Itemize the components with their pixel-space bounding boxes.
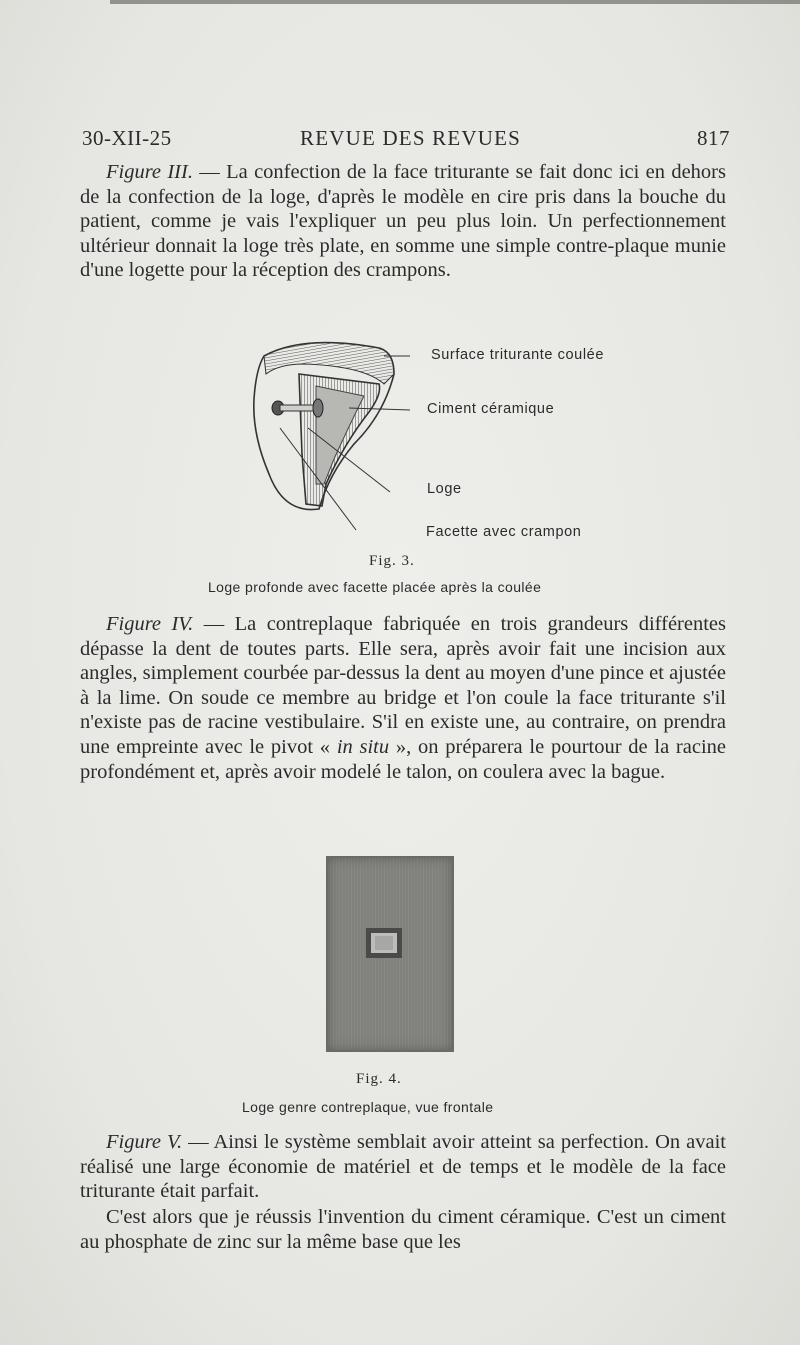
figure-3-drawing [244, 334, 414, 544]
paragraph-figure-iii [80, 160, 726, 283]
paragraph-figure-iv [80, 612, 726, 784]
crampon-base [313, 399, 323, 417]
figure-4-number: Fig. 4. [356, 1071, 402, 1087]
header-journal-title: REVUE DES REVUES [300, 126, 522, 150]
label-ciment-ceramique: Ciment céramique [427, 401, 555, 417]
running-header [82, 126, 730, 154]
label-surface-triturante: Surface triturante coulée [431, 347, 604, 363]
figure-v-label: Figure V. [106, 1131, 183, 1153]
figure-iii-text: — La confection de la face triturante se fait donc ici en dehors de la confection de la loge, d'après le modèle en cire pris dans la bouche du patient, comme je vais l'expliquer un peu plus loin. Un perfectionnement ultérieur donnait la loge très plate, en somme une simple contre-plaque munie d'une logette pour la réception des crampons. [80, 161, 726, 282]
paragraph-ciment-ceramique: C'est alors que je réussis l'invention du ciment céramique. C'est un ciment au phosphate de zinc sur la même base que les [80, 1206, 726, 1253]
header-date: 30-XII-25 [82, 126, 172, 150]
figure-4-photo [326, 856, 454, 1052]
figure-v-text: — Ainsi le système semblait avoir atteint sa perfection. On avait réalisé une large économie de matériel et de temps et le modèle de la face triturante était parfait. [80, 1131, 726, 1203]
label-loge: Loge [427, 481, 462, 497]
crampon-pin [280, 405, 316, 411]
figure-iv-text-b: », on préparera le pourtour de la racine profondément et, après avoir modelé le talon, on coulera avec la bague. [80, 735, 727, 783]
figure-iv-label: Figure IV. [106, 613, 194, 635]
figure-iv-text-a: — La contreplaque fabriquée en trois grandeurs différentes dépasse la dent de toutes parts. Elle sera, après avoir fait une incision aux angles, simplement courbée par-dessus la dent au moyen d'une pince et ajustée à la lime. On soude ce membre au bridge et l'on coule la face triturante s'il n'existe pas de racine vestibulaire. S'il en existe une, au contraire, on prendra une empreinte avec le pivot « [80, 613, 726, 758]
top-border-line [110, 0, 800, 4]
contreplaque-logette [366, 928, 402, 958]
label-facette-crampon: Facette avec crampon [426, 524, 582, 540]
figure-3-number: Fig. 3. [369, 553, 415, 569]
figure-iii-label: Figure III. [106, 161, 193, 183]
header-page-number: 817 [697, 126, 730, 150]
figure-4-caption: Loge genre contreplaque, vue frontale [242, 1099, 494, 1115]
figure-3-caption: Loge profonde avec facette placée après la coulée [208, 579, 542, 595]
paragraph-figure-v [80, 1130, 726, 1204]
in-situ-term: in situ [336, 735, 390, 758]
